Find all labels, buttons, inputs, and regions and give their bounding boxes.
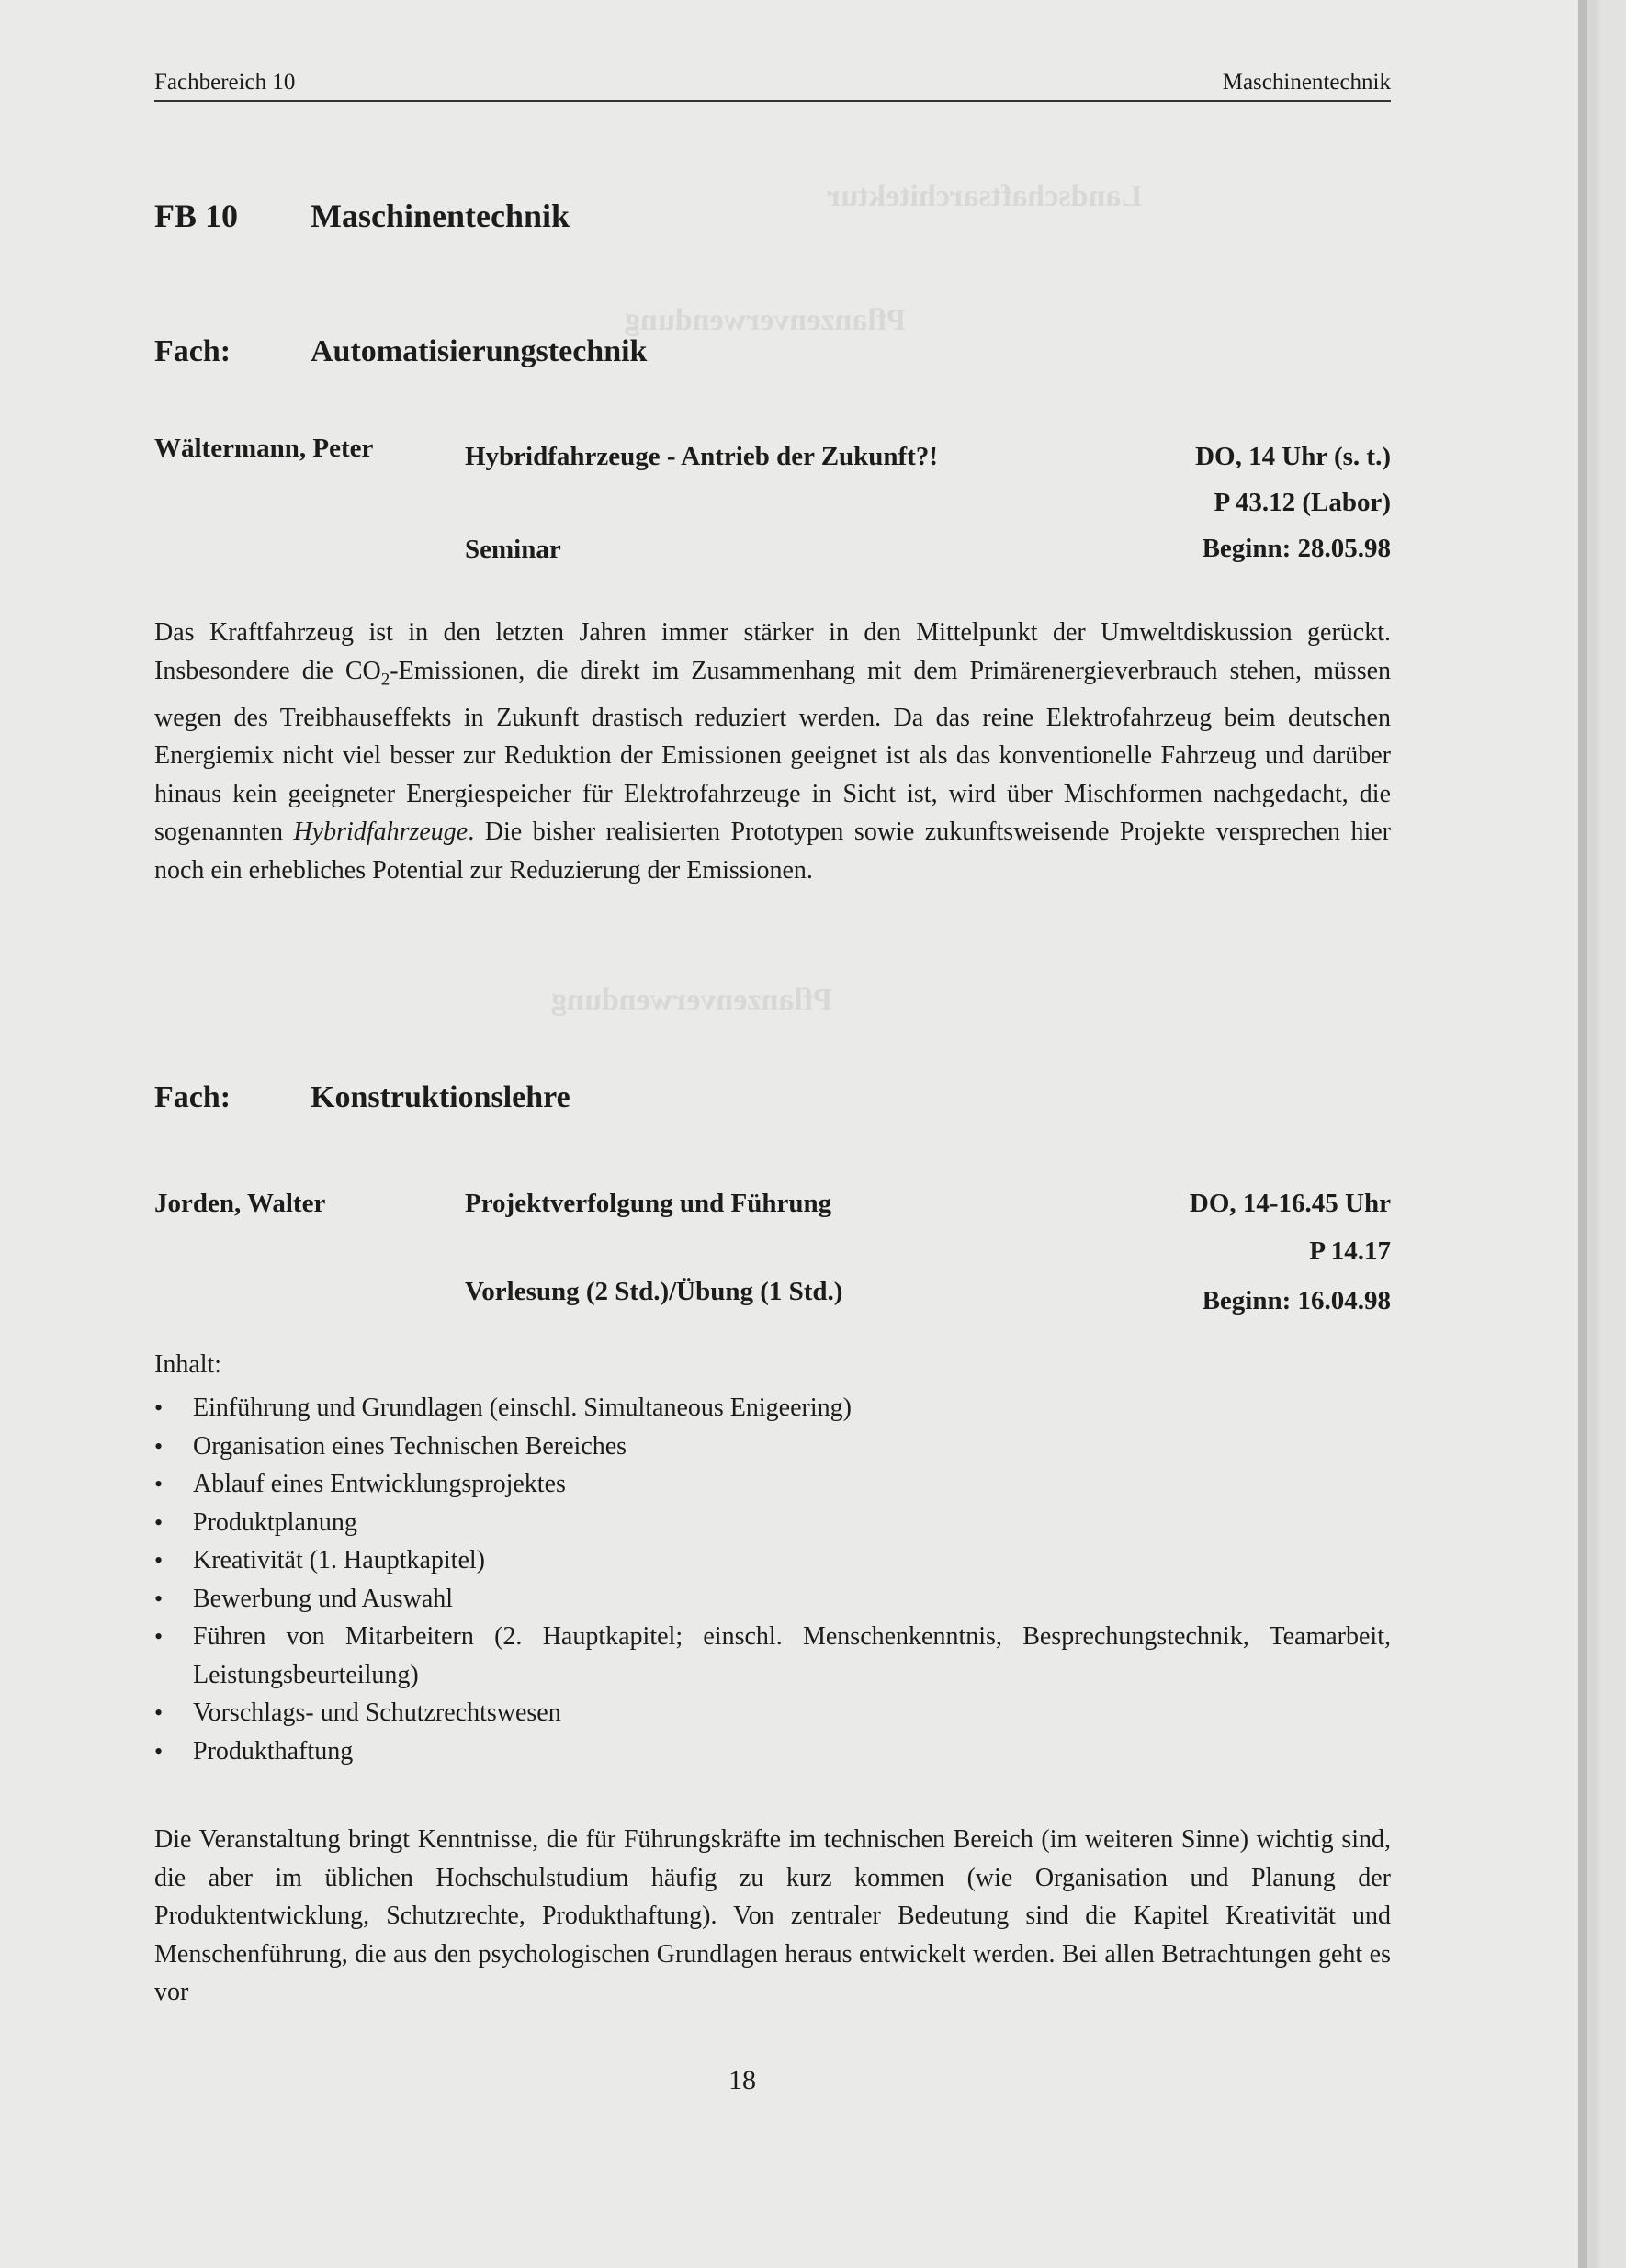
subject-label: Fach: <box>154 334 231 368</box>
course-instructor: Jorden, Walter <box>154 1189 326 1218</box>
running-head-right: Maschinentechnik <box>1222 70 1391 95</box>
page-edge <box>1587 0 1597 2268</box>
contents-list <box>154 1389 1391 1770</box>
subject-label: Fach: <box>154 1080 231 1114</box>
course-time: DO, 14 Uhr (s. t.) <box>1195 442 1391 471</box>
course-time: DO, 14-16.45 Uhr <box>1189 1189 1391 1218</box>
running-head <box>154 70 1391 102</box>
course-start: Beginn: 28.05.98 <box>1202 534 1391 563</box>
course-type: Seminar <box>465 535 561 564</box>
bleed-through-text: Pflanzenverwendung <box>625 303 906 337</box>
course-room: P 14.17 <box>1309 1236 1391 1266</box>
emphasis: Hybridfahrzeuge <box>293 818 469 847</box>
subject-name: Konstruktionslehre <box>311 1080 570 1114</box>
list-item: • Führen von Mitarbeitern (2. Hauptkapitel; einschl. Menschenkenntnis, Besprechungstechnik, Teamarbeit, Leistungsbeurteilung) <box>154 1618 1391 1694</box>
list-item: • Bewerbung und Auswahl <box>154 1580 1391 1619</box>
bleed-through-text: Landschaftsarchitektur <box>827 179 1143 213</box>
bleed-through-text: Pflanzenverwendung <box>551 983 832 1017</box>
page-edge <box>1600 0 1626 2268</box>
course-title: Hybridfahrzeuge - Antrieb der Zukunft?! <box>465 442 939 471</box>
list-item: • Vorschlags- und Schutzrechtswesen <box>154 1694 1391 1732</box>
list-item: • Kreativität (1. Hauptkapitel) <box>154 1541 1391 1580</box>
faculty-code: FB 10 <box>154 197 239 234</box>
course-start: Beginn: 16.04.98 <box>1202 1286 1391 1315</box>
list-item: • Produkthaftung <box>154 1732 1391 1771</box>
faculty-name: Maschinentechnik <box>311 197 570 234</box>
page-number: 18 <box>728 2065 756 2095</box>
list-item: • Produktplanung <box>154 1504 1391 1542</box>
course-title: Projektverfolgung und Führung <box>465 1189 832 1218</box>
course-description: Das Kraftfahrzeug ist in den letzten Jahren immer stärker in den Mittelpunkt der Umweltdiskussion gerückt. Insbesondere die $CO_2$-Emissionen, die direkt im Zusammenhang mit dem Primärenergieverbrauch stehen, müssen wegen des Treibhauseffekts in Zukunft drastisch reduziert werden. Da das reine Elektrofahrzeug beim deutschen Energiemix nicht viel besser zur Reduktion der Emissionen geeignet ist als das konventionelle Fahrzeug und darüber hinaus kein geeigneter Energiespeicher für Elektrofahrzeuge in Sicht ist, wird über Mischformen nachgedacht, die sogenannten Hybridfahrzeuge. Die bisher realisierten Prototypen sowie zukunftsweisende Projekte versprechen hier noch ein erhebliches Potential zur Reduzierung der Emissionen. <box>154 618 1392 885</box>
subject-name: Automatisierungstechnik <box>311 334 648 368</box>
course-type: Vorlesung (2 Std.)/Übung (1 Std.) <box>465 1277 843 1306</box>
list-item: • Einführung und Grundlagen (einschl. Simultaneous Enigeering) <box>154 1389 1391 1427</box>
course-schedule <box>1190 1181 1391 1317</box>
page-edge <box>1578 0 1587 2268</box>
course-room: P 43.12 (Labor) <box>1214 488 1391 517</box>
list-item: • Organisation eines Technischen Bereiches <box>154 1427 1391 1466</box>
contents-label: Inhalt: <box>154 1350 222 1379</box>
list-item: • Ablauf eines Entwicklungsprojektes <box>154 1465 1391 1504</box>
course-schedule <box>1195 434 1391 571</box>
course-summary: Die Veranstaltung bringt Kenntnisse, die für Führungskräfte im technischen Bereich (im weiteren Sinne) wichtig sind, die aber im üblichen Hochschulstudium häufig zu kurz kommen (wie Organisation und Planung der Produktentwicklung, Schutzrechte, Produkthaftung). Von zentraler Bedeutung sind die Kapitel Kreativität und Menschenführung, die aus den psychologischen Grundlagen heraus entwickelt werden. Bei allen Betrachtungen geht es vor <box>154 1825 1391 2006</box>
running-head-left: Fachbereich 10 <box>154 70 296 95</box>
course-instructor: Wältermann, Peter <box>154 434 374 463</box>
subscript: 2 <box>380 670 390 690</box>
